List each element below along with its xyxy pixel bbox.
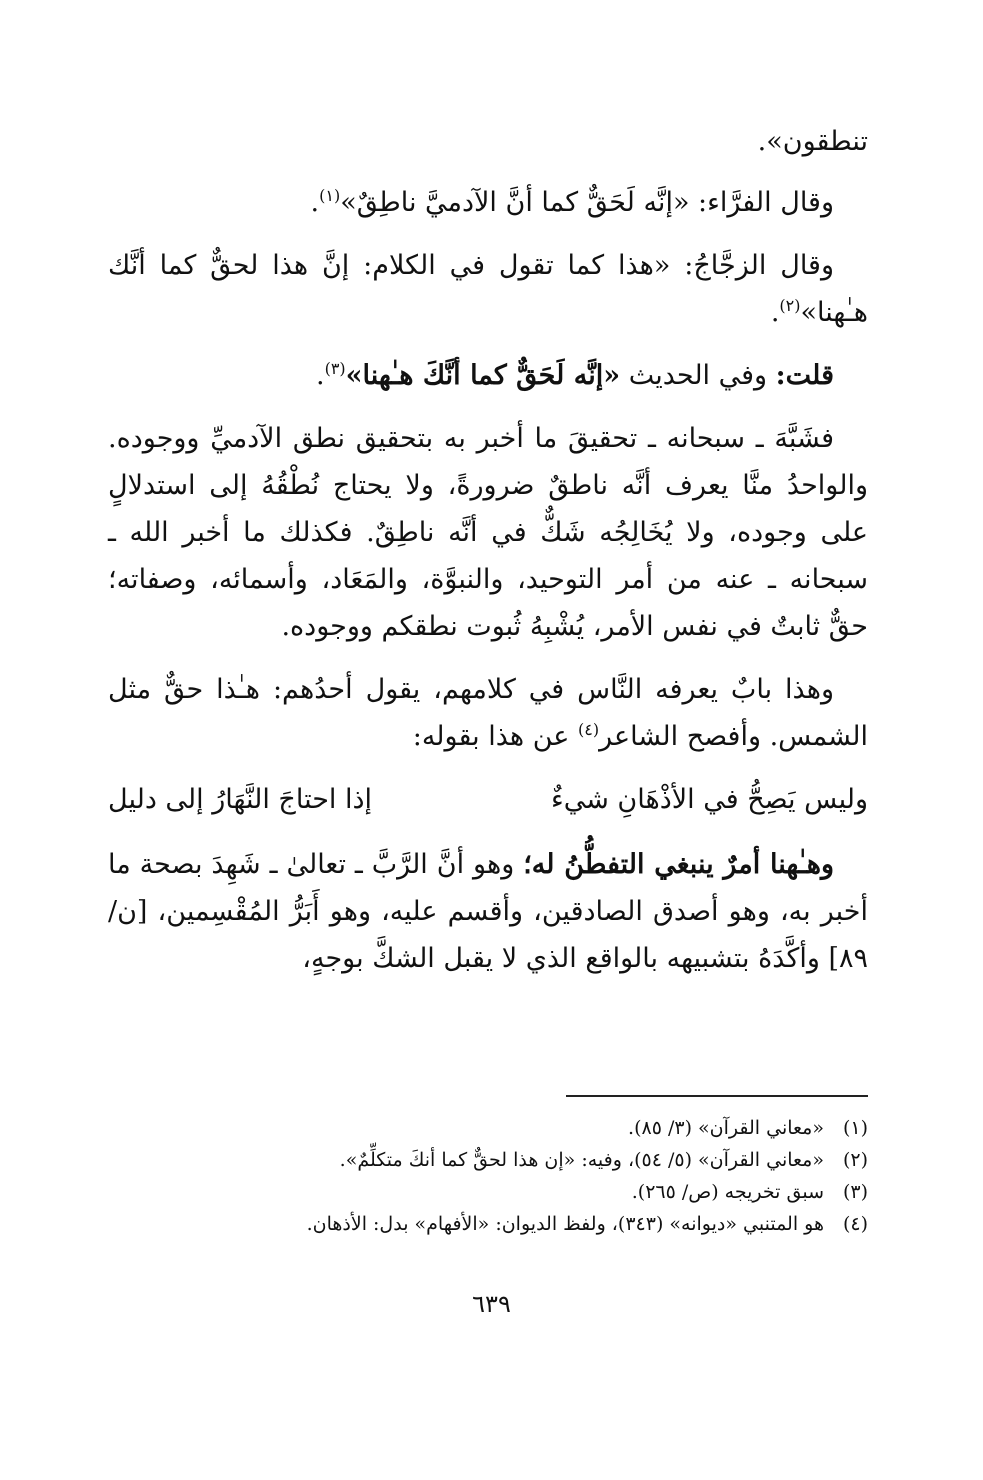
footnote-1 <box>108 1112 868 1144</box>
footnote-text: هو المتنبي «ديوانه» (٣٤٣)، ولفظ الديوان: «الأفهام» بدل: الأذهان. <box>306 1213 824 1235</box>
paragraph-1-text: تنطقون». <box>757 126 868 157</box>
footnote-ref-4[interactable]: (٤) <box>577 720 600 739</box>
paragraph-2-end: . <box>310 187 320 218</box>
verse-second-hemistich: إذا احتاجَ النَّهَارُ إلى دليل <box>108 784 373 815</box>
footnote-divider <box>566 1095 868 1097</box>
paragraph-4-label: قلت: <box>775 360 834 391</box>
paragraph-5-text: فشَبَّهَ ـ سبحانه ـ تحقيقَ ما أخبر به بتحقيق نطق الآدميِّ ووجوده. والواحدُ منَّا يعرف أنَّه ناطقٌ ضرورةً، ولا يحتاج نُطْقُهُ إلى استدلالٍ على وجوده، ولا يُخَالِجُه شَكٌّ في أنَّه ناطِقٌ. فكذلك ما أخبر الله ـ سبحانه ـ عنه من أمر التوحيد، والنبوَّة، والمَعَاد، وأسمائه، وصفاته؛ حقٌّ ثابتٌ في نفس الأمر، يُشْبِهُ ثُبوت نطقكم ووجوده. <box>108 423 868 642</box>
paragraph-5 <box>108 415 868 650</box>
footnote-ref-1[interactable]: (١) <box>319 186 341 205</box>
footnote-number: (٤) <box>842 1213 868 1235</box>
paragraph-1 <box>108 118 868 165</box>
footnote-number: (٣) <box>842 1181 868 1203</box>
paragraph-4 <box>108 352 868 399</box>
poetry-verse <box>108 776 868 823</box>
paragraph-6-text: وهذا بابٌ يعرفه النَّاس في كلامهم، يقول أحدُهم: هـٰذا حقٌّ مثل الشمس. وأفصح الشاعر <box>108 674 868 752</box>
footnotes <box>108 1112 868 1240</box>
paragraph-6 <box>108 666 868 760</box>
main-text <box>108 118 868 998</box>
hadith-quote: «إنَّه لَحَقٌّ كما أنَّكَ هـٰهنا» <box>345 360 621 391</box>
footnote-text: سبق تخريجه (ص/ ٢٦٥). <box>631 1181 824 1203</box>
paragraph-3 <box>108 242 868 336</box>
page-number: ٦٣٩ <box>472 1290 511 1318</box>
paragraph-3-text: وقال الزجَّاجُ: «هذا كما تقول في الكلام: إنَّ هذا لحقٌّ كما أنَّك هـٰهنا» <box>108 250 868 328</box>
paragraph-4-text: وفي الحديث <box>620 360 776 391</box>
footnote-text: «معاني القرآن» (٣/ ٨٥). <box>628 1117 824 1139</box>
paragraph-7-text: وهو أنَّ الرَّبَّ ـ تعالىٰ ـ شَهِدَ بصحة ما أخبر به، وهو أصدق الصادقين، وأقسم عليه، وهو أَبَرُّ المُقْسِمين، [ن/٨٩] وأكَّدَهُ بتشبيهه بالواقع الذي لا يقبل الشكَّ بوجهٍ، <box>108 849 868 974</box>
paragraph-7-bold: وهـٰهنا أمرٌ ينبغي التفطُّنُ له؛ <box>523 849 835 880</box>
paragraph-3-end: . <box>770 297 780 328</box>
footnote-ref-3[interactable]: (٣) <box>324 359 346 378</box>
footnote-number: (١) <box>842 1117 868 1139</box>
paragraph-2-text: وقال الفرَّاء: «إنَّه لَحَقٌّ كما أنَّ الآدميَّ ناطِقٌ» <box>340 187 834 218</box>
paragraph-7 <box>108 841 868 982</box>
footnote-text: «معاني القرآن» (٥/ ٥٤)، وفيه: «إن هذا لحقٌّ كما أنكَ متكلِّمٌ». <box>339 1149 824 1171</box>
verse-first-hemistich: وليس يَصِحُّ في الأذْهَانِ شيءٌ <box>551 784 868 815</box>
paragraph-2 <box>108 179 868 226</box>
footnote-ref-2[interactable]: (٢) <box>779 296 801 315</box>
footnote-3 <box>108 1176 868 1208</box>
footnote-2 <box>108 1144 868 1176</box>
paragraph-6-end: عن هذا بقوله: <box>412 721 578 752</box>
footnote-4 <box>108 1208 868 1240</box>
footnote-number: (٢) <box>842 1149 868 1171</box>
paragraph-4-end: . <box>315 360 325 391</box>
